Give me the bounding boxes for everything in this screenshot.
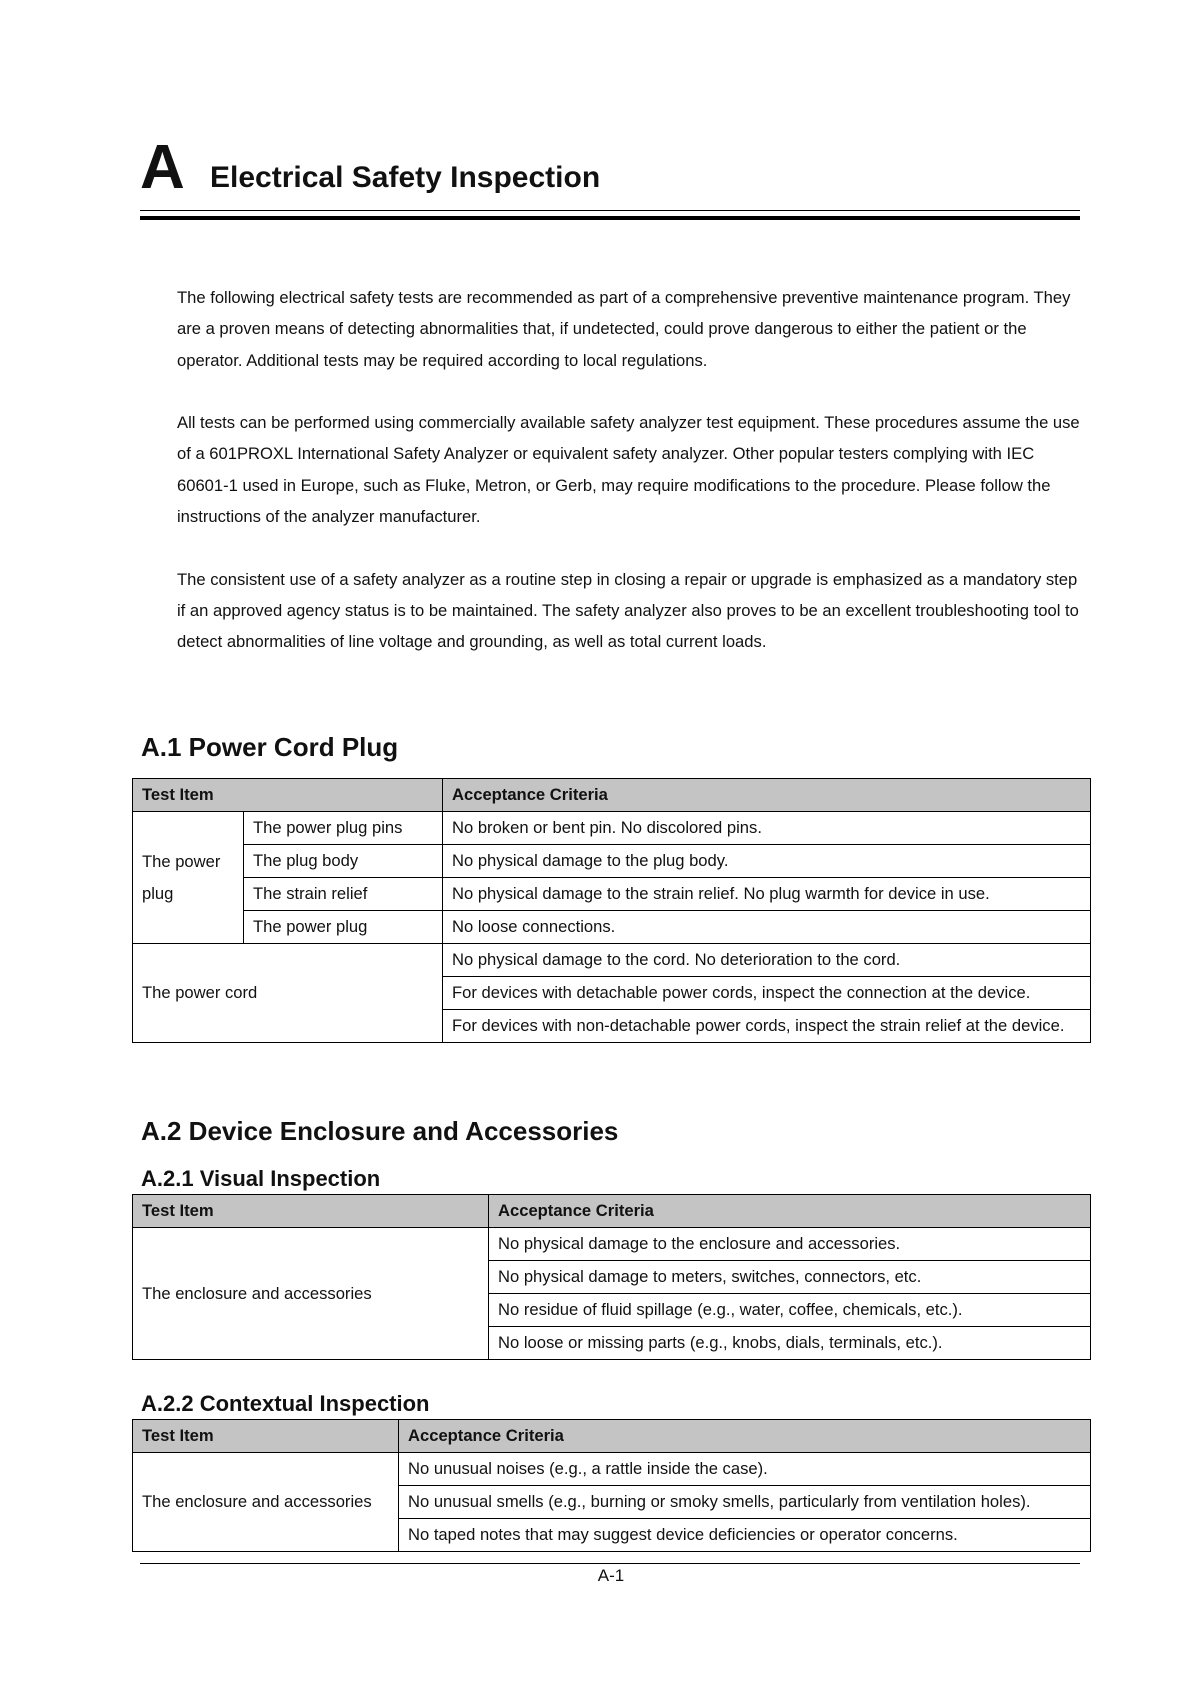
table-row (133, 878, 1091, 911)
contextual-inspection-table (132, 1419, 1091, 1552)
criteria-cell: No taped notes that may suggest device deficiencies or operator concerns. (399, 1519, 1091, 1552)
section-a22-title: A.2.2 Contextual Inspection (141, 1391, 430, 1416)
header-test-item: Test Item (133, 1420, 399, 1453)
intro-paragraph-3: The consistent use of a safety analyzer as a routine step in closing a repair or upgrade is emphasized as a mandatory step if an approved agency status is to be maintained. The safety analyzer also proves to be an excellent troubleshooting tool to detect abnormalities of line voltage and grounding, as well as total current loads. (177, 569, 1079, 652)
criteria-cell: No loose connections. (443, 911, 1091, 944)
criteria-cell: No residue of fluid spillage (e.g., water, coffee, chemicals, etc.). (489, 1294, 1091, 1327)
power-plug-group-cell: The power plug (133, 812, 244, 944)
header-test-item: Test Item (133, 1195, 489, 1228)
criteria-cell: No loose or missing parts (e.g., knobs, dials, terminals, etc.). (489, 1327, 1091, 1360)
criteria-cell: For devices with detachable power cords, inspect the connection at the device. (443, 977, 1091, 1010)
intro-paragraph-1: The following electrical safety tests are recommended as part of a comprehensive preventive maintenance program. They are a proven means of detecting abnormalities that, if undetected, could prove dangerous to either the patient or the operator. Additional tests may be required according to local regulations. (177, 288, 1071, 370)
enclosure-item-cell: The enclosure and accessories (133, 1453, 399, 1552)
intro-paragraph-2: All tests can be performed using commercially available safety analyzer test equipment. These procedures assume the use of a 601PROXL International Safety Analyzer or equivalent safety analyzer. Other popular testers complying with IEC 60601-1 used in Europe, such as Fluke, Metron, or Gerb, may require modifications to the procedure. Please follow the instructions of the analyzer manufacturer. (177, 413, 1080, 527)
section-a21-title: A.2.1 Visual Inspection (141, 1166, 381, 1191)
power-cord-plug-table (132, 778, 1091, 1043)
criteria-cell: No physical damage to the cord. No deterioration to the cord. (443, 944, 1091, 977)
table-row (133, 911, 1091, 944)
power-cord-cell: The power cord (133, 944, 443, 1043)
table-header-row (133, 1195, 1091, 1228)
section-a1-title: A.1 Power Cord Plug (141, 732, 399, 762)
header-test-item: Test Item (133, 779, 443, 812)
criteria-cell: No physical damage to meters, switches, connectors, etc. (489, 1261, 1091, 1294)
enclosure-item-cell: The enclosure and accessories (133, 1228, 489, 1360)
criteria-cell: No unusual noises (e.g., a rattle inside the case). (399, 1453, 1091, 1486)
header-acceptance-criteria: Acceptance Criteria (443, 779, 1091, 812)
criteria-cell: No physical damage to the strain relief. No plug warmth for device in use. (443, 878, 1091, 911)
test-item-cell: The strain relief (244, 878, 443, 911)
chapter-divider-thin (140, 210, 1080, 211)
chapter-header (140, 128, 1080, 220)
visual-inspection-table (132, 1194, 1091, 1360)
table-row (133, 812, 1091, 845)
criteria-cell: No physical damage to the plug body. (443, 845, 1091, 878)
test-item-cell: The power plug pins (244, 812, 443, 845)
footer-divider (140, 1563, 1080, 1564)
intro-text (177, 282, 1082, 689)
table-row (133, 1453, 1091, 1486)
chapter-title: Electrical Safety Inspection (210, 161, 601, 194)
header-acceptance-criteria: Acceptance Criteria (489, 1195, 1091, 1228)
criteria-cell: For devices with non-detachable power cords, inspect the strain relief at the device. (443, 1010, 1091, 1043)
table-row (133, 944, 1091, 977)
table-header-row (133, 1420, 1091, 1453)
criteria-cell: No physical damage to the enclosure and accessories. (489, 1228, 1091, 1261)
chapter-letter: A (140, 133, 185, 202)
test-item-cell: The plug body (244, 845, 443, 878)
page-number: A-1 (597, 1566, 625, 1585)
test-item-cell: The power plug (244, 911, 443, 944)
header-acceptance-criteria: Acceptance Criteria (399, 1420, 1091, 1453)
table-header-row (133, 779, 1091, 812)
criteria-cell: No broken or bent pin. No discolored pins. (443, 812, 1091, 845)
section-a2-title: A.2 Device Enclosure and Accessories (141, 1116, 619, 1146)
table-row (133, 845, 1091, 878)
table-row (133, 1228, 1091, 1261)
chapter-divider-thick (140, 216, 1080, 220)
criteria-cell: No unusual smells (e.g., burning or smoky smells, particularly from ventilation holes). (399, 1486, 1091, 1519)
